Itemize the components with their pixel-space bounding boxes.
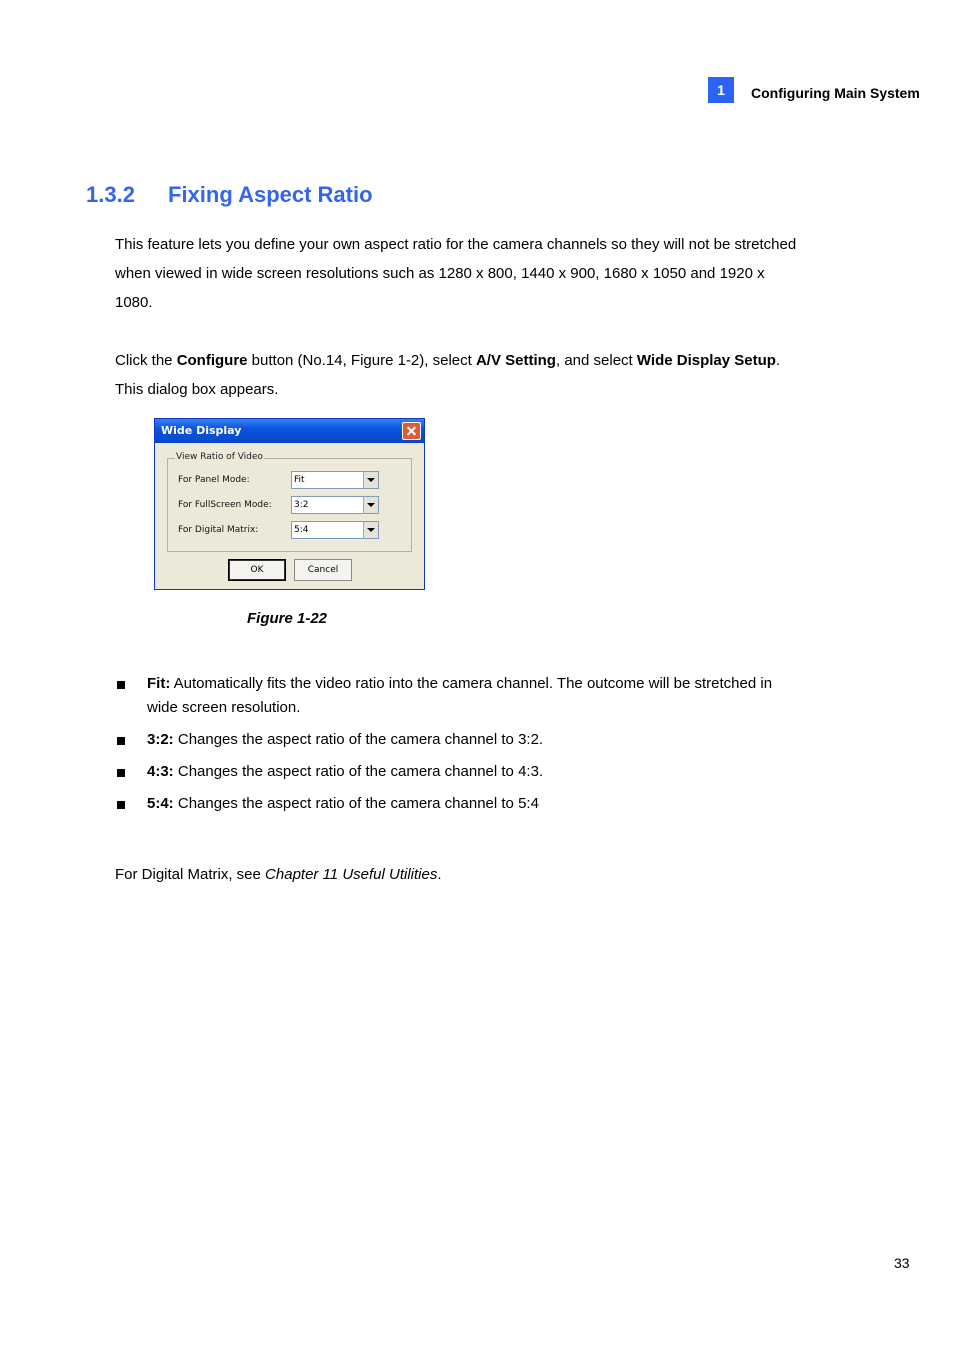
chevron-down-icon[interactable]: [363, 472, 378, 488]
chevron-down-icon[interactable]: [363, 497, 378, 513]
fullscreen-mode-row: [178, 496, 408, 516]
panel-mode-row: [178, 471, 408, 491]
digital-matrix-value: 5:4: [294, 525, 309, 535]
fullscreen-mode-select[interactable]: [291, 496, 379, 514]
close-icon[interactable]: [402, 422, 421, 440]
fullscreen-mode-value: 3:2: [294, 500, 309, 510]
chapter-number-badge: 1: [708, 77, 734, 103]
instruction-text: Click the: [115, 352, 177, 369]
intro-line: 1080.: [115, 294, 153, 311]
chevron-down-icon[interactable]: [363, 522, 378, 538]
groupbox-label: View Ratio of Video: [176, 452, 263, 462]
bullet-term: 5:4:: [147, 795, 174, 812]
ok-button[interactable]: OK: [228, 559, 286, 581]
bullet-term: 4:3:: [147, 763, 174, 780]
bullet-item: [147, 792, 837, 816]
intro-paragraph: [115, 230, 845, 317]
instruction-text: .: [775, 352, 781, 369]
panel-mode-select[interactable]: [291, 471, 379, 489]
section-heading: [86, 182, 373, 208]
dialog-titlebar: [155, 419, 424, 443]
bullet-description: Changes the aspect ratio of the camera channel to 3:2.: [173, 731, 544, 748]
instruction-paragraph: [115, 346, 845, 404]
page-number: 33: [894, 1255, 910, 1271]
instruction-text: button (No.14, Figure 1-2), select: [247, 352, 476, 369]
instruction-line: This dialog box appears.: [115, 381, 279, 398]
bullet-description: wide screen resolution.: [147, 699, 301, 716]
dialog-title: Wide Display: [161, 424, 242, 437]
wide-display-dialog: [154, 418, 425, 590]
wide-display-setup-term: Wide Display Setup: [636, 352, 776, 369]
footer-note: [115, 860, 845, 889]
bullet-description: Changes the aspect ratio of the camera channel to 5:4: [173, 795, 539, 812]
instruction-line: [115, 346, 845, 375]
bullet-term: 3:2:: [147, 731, 174, 748]
footer-note-text: .: [437, 866, 442, 883]
panel-mode-value: Fit: [294, 475, 305, 485]
view-ratio-groupbox: [167, 452, 412, 552]
digital-matrix-select[interactable]: [291, 521, 379, 539]
intro-line: when viewed in wide screen resolutions such as 1280 x 800, 1440 x 900, 1680 x 1050 and 1920 x: [115, 265, 765, 282]
chapter-reference: Chapter 11 Useful Utilities: [265, 866, 438, 883]
bullet-description: Automatically fits the video ratio into the camera channel. The outcome will be stretched in: [170, 675, 773, 692]
section-title-text: Fixing Aspect Ratio: [168, 182, 373, 207]
bullet-square-icon: [117, 681, 125, 689]
bullet-item: [147, 672, 837, 720]
panel-mode-label: For Panel Mode:: [178, 475, 250, 485]
fullscreen-mode-label: For FullScreen Mode:: [178, 500, 272, 510]
instruction-text: , and select: [555, 352, 637, 369]
av-setting-term: A/V Setting: [475, 352, 556, 369]
bullet-square-icon: [117, 737, 125, 745]
chapter-title: Configuring Main System: [751, 85, 920, 101]
bullet-item: [147, 728, 837, 752]
digital-matrix-label: For Digital Matrix:: [178, 525, 259, 535]
figure-caption: Figure 1-22: [247, 610, 328, 627]
digital-matrix-row: [178, 521, 408, 541]
intro-line: This feature lets you define your own aspect ratio for the camera channels so they will not be stretched: [115, 236, 797, 253]
configure-term: Configure: [176, 352, 248, 369]
bullet-description: Changes the aspect ratio of the camera channel to 4:3.: [173, 763, 544, 780]
section-number: 1.3.2: [86, 182, 135, 207]
footer-note-text: For Digital Matrix, see: [115, 866, 266, 883]
bullet-square-icon: [117, 769, 125, 777]
bullet-term: Fit:: [147, 675, 171, 692]
bullet-square-icon: [117, 801, 125, 809]
bullet-item: [147, 760, 837, 784]
cancel-button[interactable]: Cancel: [294, 559, 352, 581]
